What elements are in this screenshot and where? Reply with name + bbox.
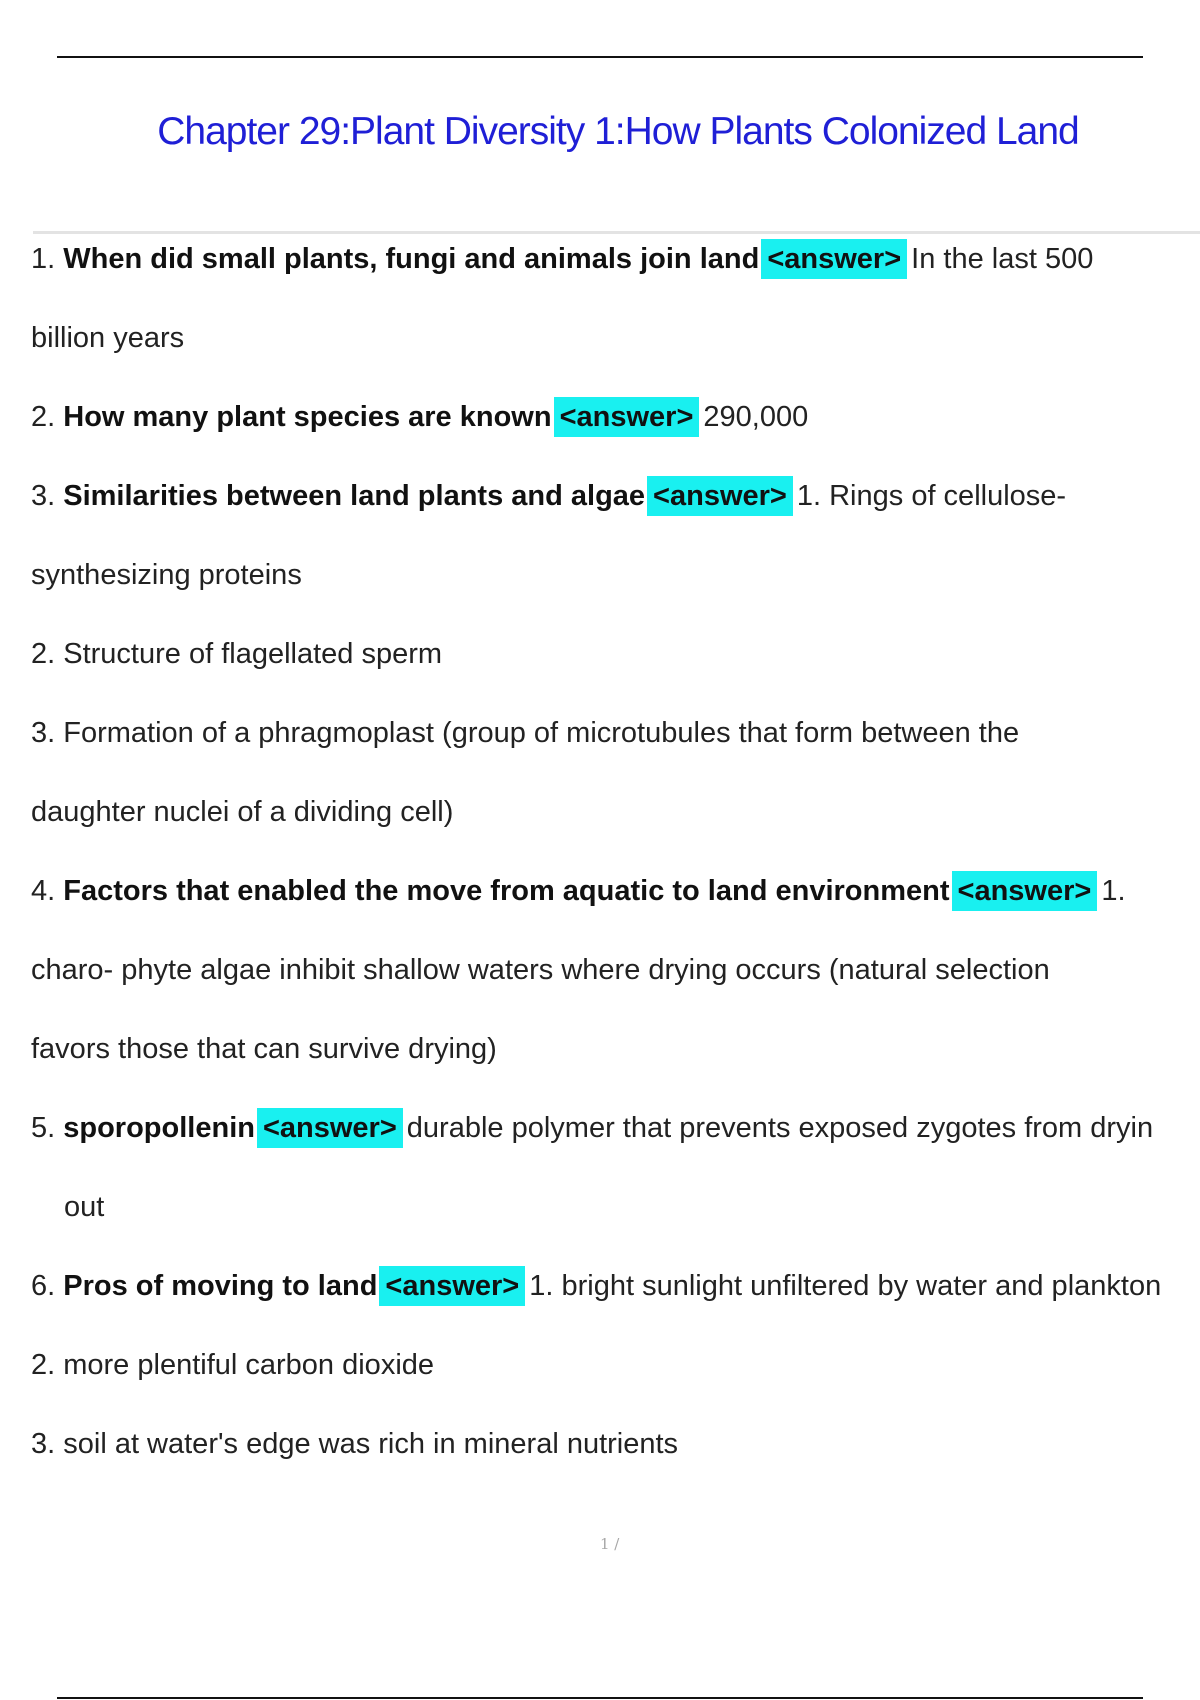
question-number: 4.	[31, 875, 56, 907]
text-line: out	[64, 1191, 105, 1223]
text-line: 3. soil at water's edge was rich in mineral nutrients	[31, 1428, 679, 1460]
question-number: 3.	[31, 480, 56, 512]
answer-tag: <answer>	[257, 1108, 403, 1148]
text-line: 2. Structure of flagellated sperm	[31, 638, 443, 670]
answer-text: 1. Rings of cellulose-	[796, 480, 1067, 512]
question-number: 6.	[31, 1270, 56, 1302]
question-number: 5.	[31, 1112, 56, 1144]
answer-text: 290,000	[703, 401, 809, 433]
bottom-rule	[57, 1697, 1143, 1699]
answer-tag: <answer>	[647, 476, 793, 516]
answer-text: In the last 500	[911, 243, 1094, 275]
question-number: 1.	[31, 243, 56, 275]
title-divider	[33, 231, 1200, 234]
answer-text: durable polymer that prevents exposed zygotes from dryin	[406, 1112, 1154, 1144]
question-text: How many plant species are known	[63, 401, 552, 433]
answer-tag: <answer>	[554, 397, 700, 437]
page-number: 1 /	[600, 1535, 620, 1553]
qa-line-2	[31, 397, 808, 437]
qa-line-3	[31, 476, 1066, 516]
answer-tag: <answer>	[952, 871, 1098, 911]
qa-line-6	[31, 1266, 1161, 1306]
qa-line-4	[31, 871, 1126, 911]
text-line: favors those that can survive drying)	[31, 1033, 497, 1065]
text-line: synthesizing proteins	[31, 559, 302, 591]
question-text: When did small plants, fungi and animals join land	[63, 243, 760, 275]
page-title: Chapter 29:Plant Diversity 1:How Plants Colonized Land	[157, 110, 1079, 153]
text-line: billion years	[31, 322, 185, 354]
text-line: 3. Formation of a phragmoplast (group of microtubules that form between the	[31, 717, 1020, 749]
answer-text: 1.	[1101, 875, 1126, 907]
answer-tag: <answer>	[379, 1266, 525, 1306]
qa-line-5	[31, 1108, 1153, 1148]
top-rule	[57, 56, 1143, 58]
question-number: 2.	[31, 401, 56, 433]
question-text: sporopollenin	[63, 1112, 255, 1144]
text-line: daughter nuclei of a dividing cell)	[31, 796, 454, 828]
text-line: charo- phyte algae inhibit shallow waters where drying occurs (natural selection	[31, 954, 1050, 986]
answer-text: 1. bright sunlight unfiltered by water and plankton	[529, 1270, 1162, 1302]
qa-line-1	[31, 239, 1093, 279]
question-text: Pros of moving to land	[63, 1270, 378, 1302]
answer-tag: <answer>	[761, 239, 907, 279]
question-text: Similarities between land plants and algae	[63, 480, 646, 512]
question-text: Factors that enabled the move from aquatic to land environment	[63, 875, 950, 907]
text-line: 2. more plentiful carbon dioxide	[31, 1349, 435, 1381]
